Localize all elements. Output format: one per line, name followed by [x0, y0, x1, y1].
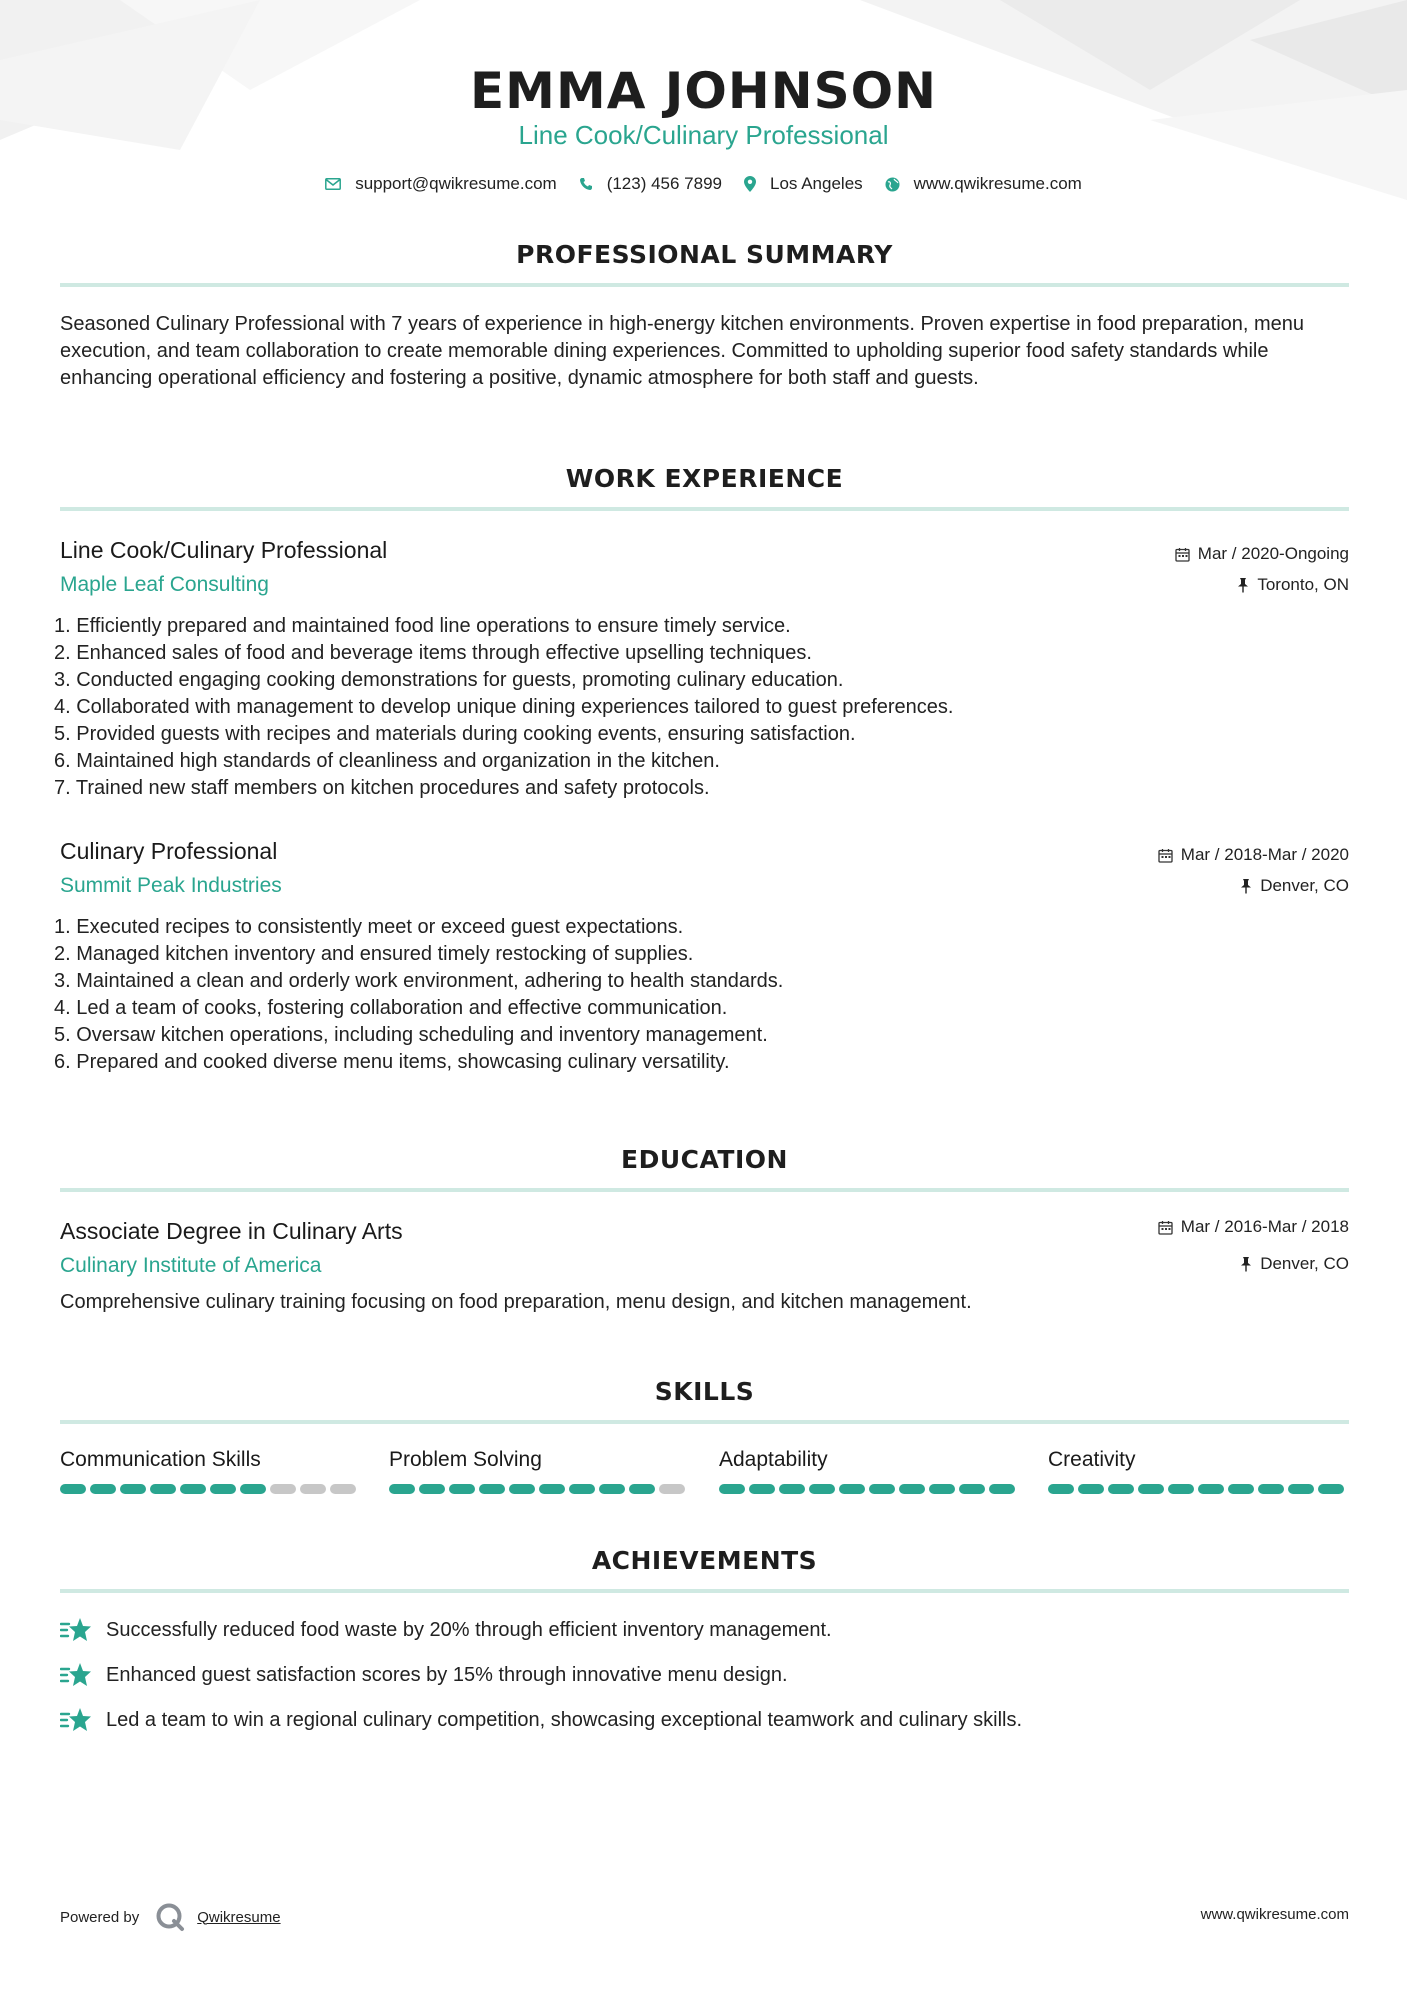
skill-dot-empty	[300, 1484, 326, 1494]
shooting-star-icon	[60, 1616, 92, 1644]
skill-name: Communication Skills	[60, 1448, 261, 1471]
skill-dot-filled	[210, 1484, 236, 1494]
list-item: 3. Maintained a clean and orderly work environment, adhering to health standards.	[54, 970, 784, 992]
map-pin-icon	[744, 176, 756, 192]
contact-location	[744, 172, 863, 196]
contact-email[interactable]	[325, 172, 557, 196]
skill-name: Adaptability	[719, 1448, 828, 1471]
skill-dot-filled	[1168, 1484, 1194, 1494]
skill-dot-filled	[1318, 1484, 1344, 1494]
skill-dot-filled	[599, 1484, 625, 1494]
list-item: 2. Managed kitchen inventory and ensured timely restocking of supplies.	[54, 943, 694, 965]
job-duties-list	[54, 914, 783, 1076]
list-item: 4. Led a team of cooks, fostering collaboration and effective communication.	[54, 997, 728, 1019]
pushpin-icon	[1240, 1256, 1252, 1272]
list-item: 1. Efficiently prepared and maintained food line operations to ensure timely service.	[54, 615, 791, 637]
skill-item	[719, 1446, 1019, 1474]
education-location	[1240, 1253, 1349, 1275]
email-text: support@qwikresume.com	[355, 174, 557, 193]
job-location	[1237, 574, 1349, 596]
envelope-icon	[325, 178, 341, 190]
job-dates-text: Mar / 2020-Ongoing	[1197, 544, 1349, 563]
skill-level-meter	[719, 1484, 1019, 1494]
achievements-heading: ACHIEVEMENTS	[591, 1546, 818, 1575]
list-item: 7. Trained new staff members on kitchen procedures and safety protocols.	[54, 777, 710, 799]
job-duties-list	[54, 613, 953, 802]
list-item: 2. Enhanced sales of food and beverage items through effective upselling techniques.	[54, 642, 812, 664]
skill-name: Creativity	[1048, 1448, 1136, 1471]
education-location-text: Denver, CO	[1260, 1254, 1349, 1273]
skill-dot-filled	[1138, 1484, 1164, 1494]
skill-dot-filled	[719, 1484, 745, 1494]
skill-dot-filled	[389, 1484, 415, 1494]
skill-dot-filled	[90, 1484, 116, 1494]
candidate-role: Line Cook/Culinary Professional	[518, 120, 889, 150]
list-item: 5. Provided guests with recipes and materials during cooking events, ensuring satisfaction.	[54, 723, 856, 745]
website-text: www.qwikresume.com	[913, 174, 1082, 193]
phone-text: (123) 456 7899	[606, 174, 723, 193]
contact-phone[interactable]	[579, 172, 722, 196]
summary-text: Seasoned Culinary Professional with 7 years of experience in high-energy kitchen environments. Proven expertise in food preparation, menu execution, and team collaboration to create memorable dining experiences. Committed to upholding superior food safety standards while enhancing operational efficiency and fostering a positive, dynamic atmosphere for both staff and guests.	[60, 313, 1305, 389]
shooting-star-icon	[60, 1661, 92, 1689]
skill-dot-filled	[509, 1484, 535, 1494]
job-location-text: Denver, CO	[1260, 876, 1349, 895]
footer-website[interactable]: www.qwikresume.com	[1200, 1906, 1349, 1923]
achievement-item	[60, 1661, 788, 1689]
company-name: Maple Leaf Consulting	[60, 573, 269, 596]
skill-dot-filled	[240, 1484, 266, 1494]
degree-title: Associate Degree in Culinary Arts	[60, 1218, 403, 1244]
footer-powered-by	[60, 1902, 281, 1932]
calendar-icon	[1158, 1220, 1173, 1235]
skill-dot-filled	[1288, 1484, 1314, 1494]
skill-dot-empty	[330, 1484, 356, 1494]
achievement-text: Successfully reduced food waste by 20% through efficient inventory management.	[106, 1618, 832, 1641]
job-title: Culinary Professional	[60, 838, 278, 864]
list-item: 6. Prepared and cooked diverse menu items, showcasing culinary versatility.	[54, 1051, 730, 1073]
job-dates	[1158, 844, 1349, 866]
globe-icon	[885, 177, 900, 192]
candidate-name: EMMA JOHNSON	[470, 62, 937, 120]
job-dates	[1175, 543, 1349, 565]
skill-dot-filled	[959, 1484, 985, 1494]
job-location-text: Toronto, ON	[1257, 575, 1349, 594]
skill-dot-filled	[180, 1484, 206, 1494]
skill-dot-empty	[659, 1484, 685, 1494]
skill-dot-filled	[1048, 1484, 1074, 1494]
list-item: 5. Oversaw kitchen operations, including scheduling and inventory management.	[54, 1024, 768, 1046]
education-dates	[1158, 1216, 1349, 1238]
achievement-item	[60, 1706, 1022, 1734]
section-divider	[60, 1420, 1349, 1424]
skill-dot-filled	[1258, 1484, 1284, 1494]
skill-dot-filled	[1198, 1484, 1224, 1494]
section-divider	[60, 1589, 1349, 1593]
education-description: Comprehensive culinary training focusing on food preparation, menu design, and kitchen management.	[60, 1291, 972, 1313]
summary-heading: PROFESSIONAL SUMMARY	[516, 240, 893, 269]
qwikresume-logo-icon	[155, 1902, 185, 1932]
skill-item	[60, 1446, 360, 1474]
section-divider	[60, 1188, 1349, 1192]
qwikresume-link[interactable]: Qwikresume	[197, 1908, 281, 1926]
achievement-text: Led a team to win a regional culinary competition, showcasing exceptional teamwork and culinary skills.	[106, 1708, 1023, 1731]
skill-dot-filled	[60, 1484, 86, 1494]
achievement-item	[60, 1616, 832, 1644]
section-divider	[60, 283, 1349, 287]
skill-level-meter	[1048, 1484, 1348, 1494]
education-dates-text: Mar / 2016-Mar / 2018	[1180, 1217, 1349, 1236]
skill-name: Problem Solving	[389, 1448, 542, 1471]
skill-level-meter	[60, 1484, 360, 1494]
pushpin-icon	[1237, 577, 1249, 593]
skill-dot-filled	[899, 1484, 925, 1494]
list-item: 6. Maintained high standards of cleanliness and organization in the kitchen.	[54, 750, 720, 772]
skill-item	[1048, 1446, 1348, 1474]
company-name: Summit Peak Industries	[60, 874, 282, 897]
skill-dot-filled	[479, 1484, 505, 1494]
skill-dot-filled	[1078, 1484, 1104, 1494]
location-text: Los Angeles	[770, 174, 863, 193]
skill-dot-filled	[1228, 1484, 1254, 1494]
shooting-star-icon	[60, 1706, 92, 1734]
powered-by-label: Powered by	[60, 1908, 140, 1926]
calendar-icon	[1158, 848, 1173, 863]
contact-website[interactable]	[885, 172, 1082, 196]
contact-bar	[0, 172, 1407, 196]
section-divider	[60, 507, 1349, 511]
skill-dot-filled	[419, 1484, 445, 1494]
skill-dot-filled	[749, 1484, 775, 1494]
education-heading: EDUCATION	[621, 1145, 788, 1174]
skill-level-meter	[389, 1484, 689, 1494]
skill-dot-filled	[569, 1484, 595, 1494]
skill-dot-empty	[270, 1484, 296, 1494]
job-location	[1240, 875, 1349, 897]
phone-icon	[579, 177, 593, 191]
skill-dot-filled	[150, 1484, 176, 1494]
list-item: 4. Collaborated with management to develop unique dining experiences tailored to guest preferences.	[54, 696, 954, 718]
skill-dot-filled	[120, 1484, 146, 1494]
achievement-text: Enhanced guest satisfaction scores by 15% through innovative menu design.	[106, 1663, 788, 1686]
skills-heading: SKILLS	[654, 1377, 755, 1406]
skill-dot-filled	[989, 1484, 1015, 1494]
job-title: Line Cook/Culinary Professional	[60, 537, 388, 563]
skill-dot-filled	[449, 1484, 475, 1494]
skill-dot-filled	[869, 1484, 895, 1494]
skill-item	[389, 1446, 689, 1474]
calendar-icon	[1175, 547, 1190, 562]
list-item: 1. Executed recipes to consistently meet or exceed guest expectations.	[54, 916, 684, 938]
skill-dot-filled	[779, 1484, 805, 1494]
school-name: Culinary Institute of America	[60, 1254, 322, 1277]
experience-heading: WORK EXPERIENCE	[565, 464, 844, 493]
skill-dot-filled	[539, 1484, 565, 1494]
skill-dot-filled	[1108, 1484, 1134, 1494]
skill-dot-filled	[629, 1484, 655, 1494]
skill-dot-filled	[809, 1484, 835, 1494]
job-dates-text: Mar / 2018-Mar / 2020	[1180, 845, 1349, 864]
pushpin-icon	[1240, 878, 1252, 894]
skill-dot-filled	[929, 1484, 955, 1494]
skill-dot-filled	[839, 1484, 865, 1494]
list-item: 3. Conducted engaging cooking demonstrations for guests, promoting culinary education.	[54, 669, 844, 691]
